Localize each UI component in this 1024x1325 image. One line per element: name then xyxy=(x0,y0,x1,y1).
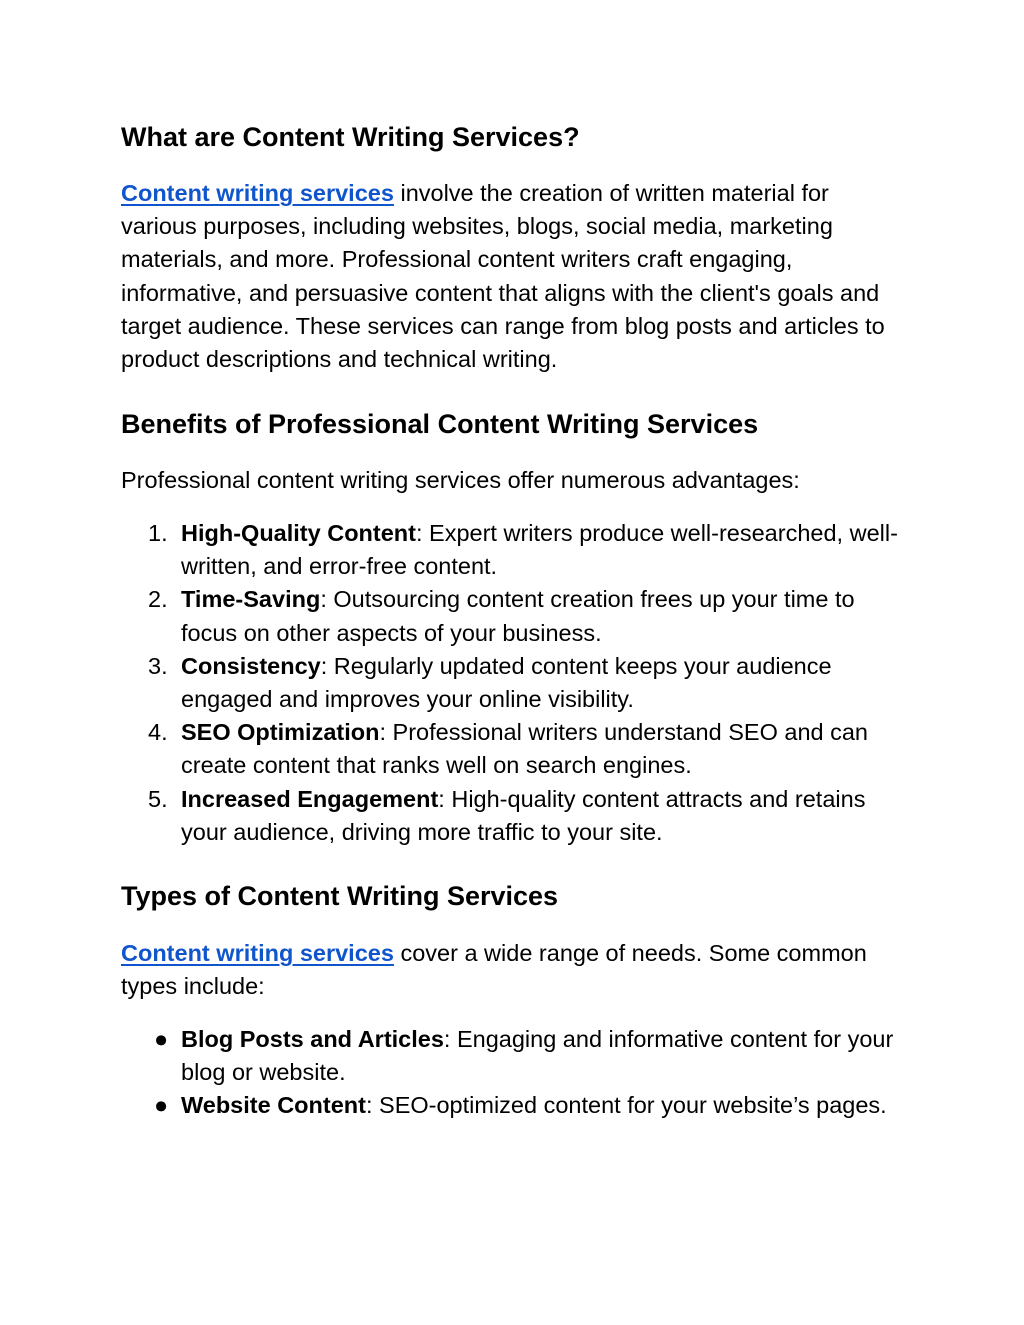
types-intro-text: cover a wide range of needs. Some common types include: xyxy=(121,940,867,1000)
list-item-term: High-Quality Content xyxy=(181,520,416,546)
list-item xyxy=(121,716,911,782)
content-writing-services-link[interactable]: Content writing services xyxy=(121,940,394,966)
list-number: 3. xyxy=(148,652,168,679)
list-item-text: : High-quality content attracts and retains your audience, driving more traffic to your site. xyxy=(181,785,866,845)
types-intro xyxy=(121,937,911,1003)
list-item-term: Time-Saving xyxy=(181,586,321,613)
list-item-term: Blog Posts and Articles xyxy=(181,1026,444,1052)
list-item-text: : Engaging and informative content for your blog or website. xyxy=(181,1026,894,1086)
list-item xyxy=(121,1089,911,1122)
intro-paragraph-1-text: involve the creation of written material for various purposes, including websites, blogs, social media, marketing materials, and more. Professional content writers craft engaging, informative, and persuasive content that aligns with the client's goals and target audience. These services can range from blog posts and articles to product descriptions and technical writing. xyxy=(121,180,885,373)
list-item xyxy=(121,583,911,649)
list-item-text: : Outsourcing content creation frees up your time to focus on other aspects of your business. xyxy=(181,586,855,646)
list-item xyxy=(121,1023,911,1089)
bullet-icon: ● xyxy=(154,1092,169,1119)
list-number: 4. xyxy=(148,719,168,746)
heading-types: Types of Content Writing Services xyxy=(121,881,559,911)
list-item-term: Website Content xyxy=(181,1092,366,1119)
list-item-term: Increased Engagement xyxy=(181,785,439,812)
list-item xyxy=(121,783,911,849)
types-list xyxy=(121,1023,911,1123)
list-item xyxy=(121,650,911,716)
list-number: 1. xyxy=(148,520,168,546)
list-item xyxy=(121,517,911,583)
benefits-intro: Professional content writing services offer numerous advantages: xyxy=(121,467,800,493)
intro-paragraph-1 xyxy=(121,177,911,376)
list-item-text: : SEO-optimized content for your website’s pages. xyxy=(365,1092,887,1119)
list-item-term: SEO Optimization xyxy=(181,719,380,746)
list-number: 5. xyxy=(148,785,168,812)
list-item-term: Consistency xyxy=(181,652,321,679)
list-item-text: : Expert writers produce well-researched, well-written, and error-free content. xyxy=(181,520,898,580)
benefits-list xyxy=(121,517,911,849)
list-item-text: : Regularly updated content keeps your audience engaged and improves your online visibility. xyxy=(181,652,832,713)
bullet-icon: ● xyxy=(154,1026,169,1052)
heading-what-are-content-writing-services: What are Content Writing Services? xyxy=(121,122,580,152)
content-writing-services-link[interactable]: Content writing services xyxy=(121,180,394,206)
list-number: 2. xyxy=(148,586,168,613)
list-item-text: : Professional writers understand SEO and can create content that ranks well on search engines. xyxy=(181,719,869,779)
heading-benefits: Benefits of Professional Content Writing Services xyxy=(121,409,759,439)
